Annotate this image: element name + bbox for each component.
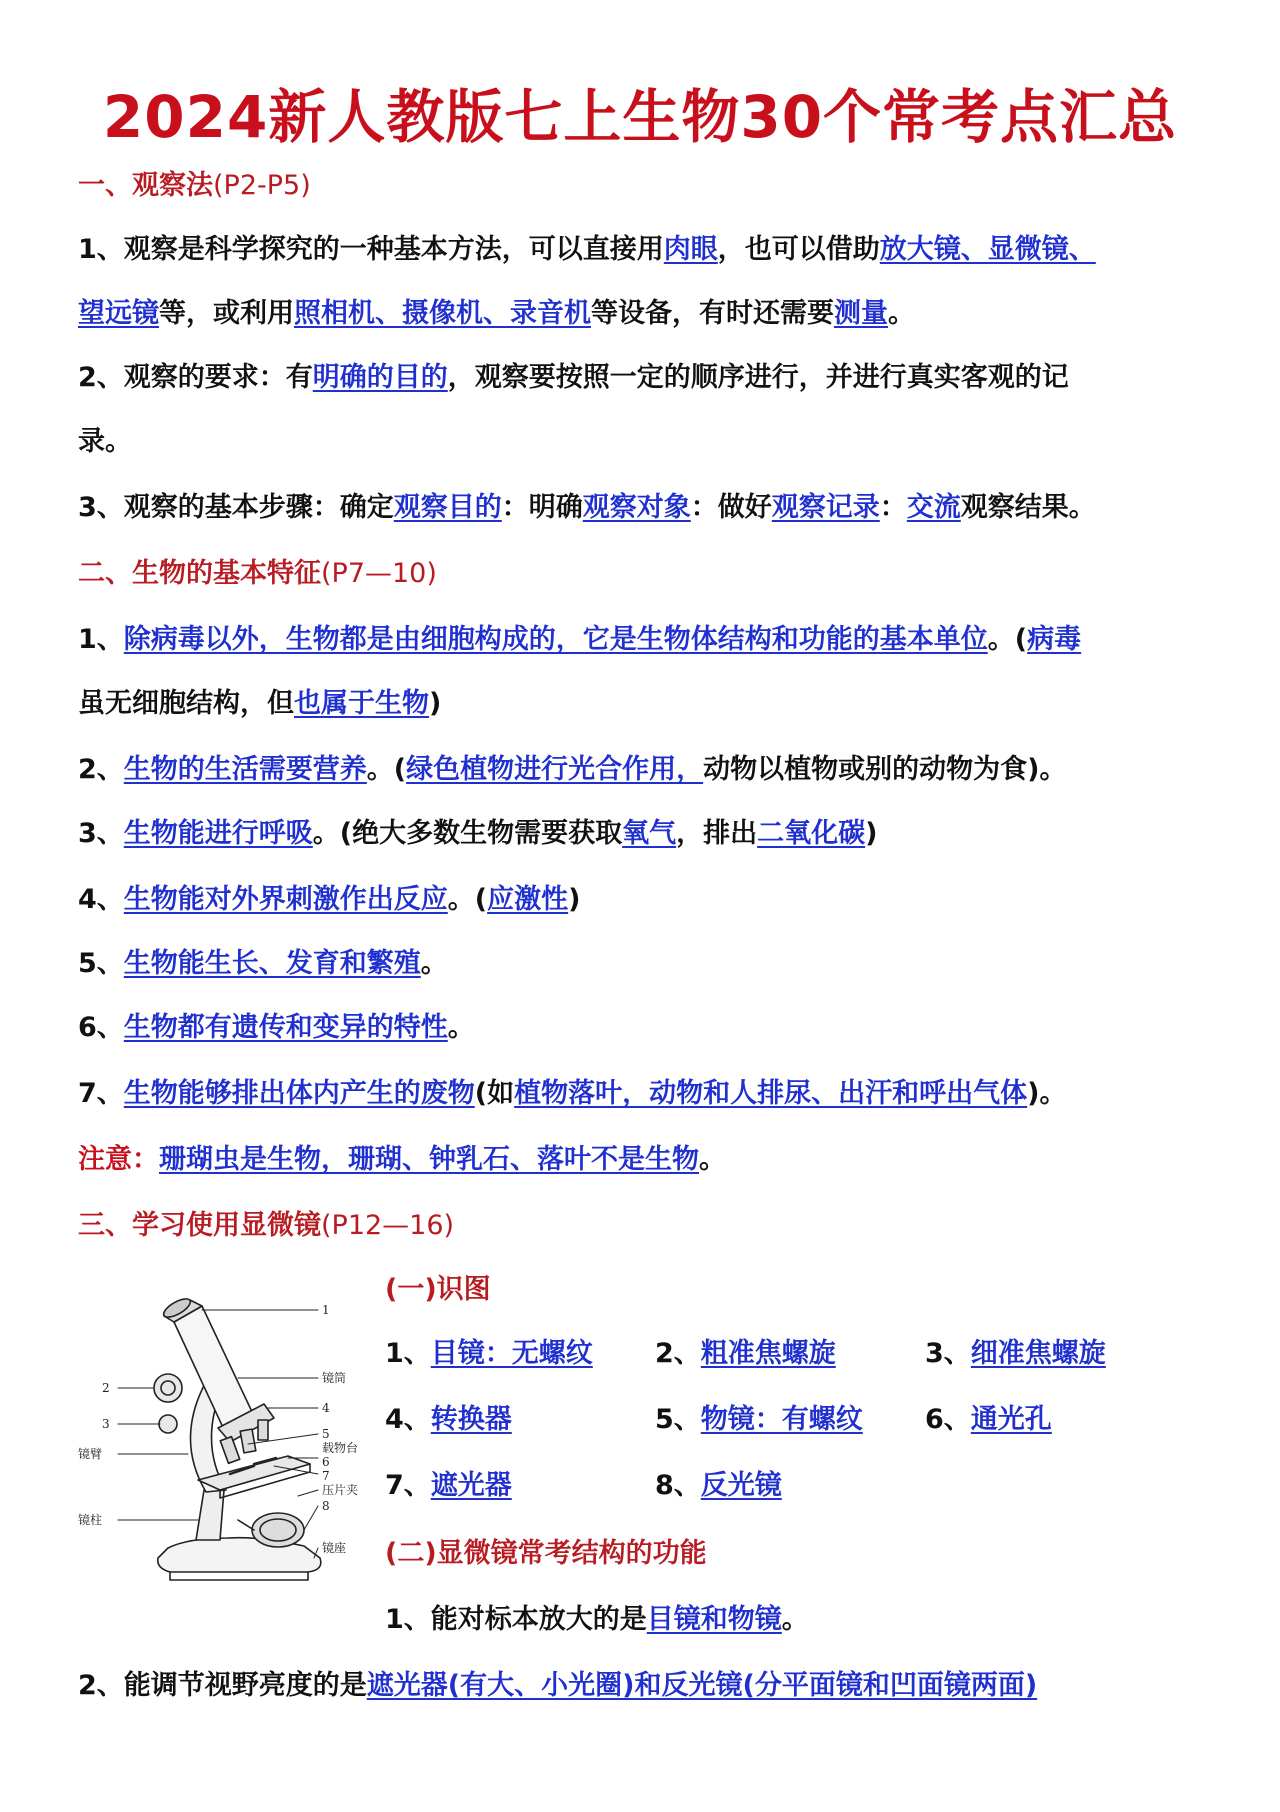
text: 2、 bbox=[78, 754, 124, 785]
text: ：做好 bbox=[690, 492, 772, 523]
part-label: 转换器 bbox=[430, 1404, 512, 1435]
keyword: 氧气 bbox=[622, 818, 677, 849]
text: 等，或利用 bbox=[159, 298, 294, 329]
s2-item7 bbox=[78, 1074, 1066, 1114]
label-6: 6 bbox=[322, 1455, 330, 1469]
part-item bbox=[385, 1334, 593, 1374]
label-base: 镜座 bbox=[322, 1541, 347, 1555]
function-2 bbox=[78, 1666, 1037, 1706]
s2-note bbox=[78, 1140, 726, 1180]
section-1-heading bbox=[78, 166, 311, 206]
keyword: 交流 bbox=[906, 492, 961, 523]
part-number: 8、 bbox=[655, 1470, 701, 1501]
keyword: 望远镜 bbox=[78, 298, 159, 329]
text: 4、 bbox=[78, 884, 124, 915]
text: 虽无细胞结构，但 bbox=[78, 688, 294, 719]
s1-p3 bbox=[78, 488, 1096, 528]
keyword: 测量 bbox=[834, 298, 888, 329]
part-number: 4、 bbox=[385, 1404, 431, 1435]
keyword: 生物都有遗传和变异的特性 bbox=[123, 1012, 448, 1043]
text: ，排出 bbox=[676, 818, 758, 849]
part-item bbox=[655, 1466, 782, 1506]
text: ) bbox=[865, 818, 878, 849]
text: 6、 bbox=[78, 1012, 124, 1043]
part-item bbox=[385, 1466, 512, 1506]
text: 。 bbox=[420, 948, 448, 979]
s2-item6 bbox=[78, 1008, 475, 1048]
keyword: 明确的目的 bbox=[312, 362, 448, 393]
part-item bbox=[655, 1334, 836, 1374]
keyword: 肉眼 bbox=[663, 234, 718, 265]
part-number: 3、 bbox=[925, 1338, 971, 1369]
s2-item2 bbox=[78, 750, 1066, 790]
label-arm: 镜臂 bbox=[78, 1447, 103, 1461]
keyword: 观察对象 bbox=[582, 492, 691, 523]
section-1-title: 一、观察法 bbox=[78, 170, 213, 201]
part-label: 目镜：无螺纹 bbox=[430, 1338, 593, 1369]
label-pillar: 镜柱 bbox=[78, 1513, 103, 1527]
keyword: 目镜和物镜 bbox=[646, 1604, 782, 1635]
part-number: 6、 bbox=[925, 1404, 971, 1435]
keyword: 生物能进行呼吸 bbox=[123, 818, 313, 849]
label-2: 2 bbox=[102, 1381, 110, 1395]
text: 1、能对标本放大的是 bbox=[385, 1604, 647, 1635]
label-stage: 载物台 bbox=[322, 1441, 359, 1455]
part-item bbox=[925, 1400, 1052, 1440]
section-2-title: 二、生物的基本特征 bbox=[78, 558, 321, 589]
part-label: 粗准焦螺旋 bbox=[700, 1338, 836, 1369]
label-1: 1 bbox=[322, 1303, 330, 1317]
keyword: 也属于生物 bbox=[294, 688, 429, 719]
note-label: 注意： bbox=[78, 1144, 159, 1175]
function-1 bbox=[385, 1600, 809, 1640]
part-number: 1、 bbox=[385, 1338, 431, 1369]
text: 3、 bbox=[78, 818, 124, 849]
s2-item1-line1 bbox=[78, 620, 1081, 660]
part-label: 物镜：有螺纹 bbox=[700, 1404, 863, 1435]
part-label: 反光镜 bbox=[700, 1470, 782, 1501]
text: (如 bbox=[474, 1078, 515, 1109]
s2-item5 bbox=[78, 944, 448, 984]
part-item bbox=[925, 1334, 1106, 1374]
page-title: 2024新人教版七上生物30个常考点汇总 bbox=[102, 83, 1178, 151]
text: 7、 bbox=[78, 1078, 124, 1109]
text: 观察结果。 bbox=[960, 492, 1096, 523]
section-2-ref: (P7—10) bbox=[321, 558, 437, 589]
part-number: 7、 bbox=[385, 1470, 431, 1501]
keyword: 放大镜、显微镜、 bbox=[879, 234, 1096, 265]
part-label: 细准焦螺旋 bbox=[970, 1338, 1106, 1369]
s1-p2-line2 bbox=[78, 422, 132, 462]
text: ，也可以借助 bbox=[717, 234, 880, 265]
keyword: 生物的生活需要营养 bbox=[123, 754, 367, 785]
part-label: 通光孔 bbox=[970, 1404, 1052, 1435]
text: ) bbox=[429, 688, 442, 719]
text: 。 bbox=[699, 1144, 726, 1175]
keyword: 绿色植物进行光合作用， bbox=[406, 754, 704, 785]
part-number: 2、 bbox=[655, 1338, 701, 1369]
label-tube: 镜筒 bbox=[322, 1371, 347, 1385]
label-4: 4 bbox=[322, 1401, 330, 1415]
s1-p1-line1 bbox=[78, 230, 1096, 270]
keyword: 病毒 bbox=[1027, 624, 1082, 655]
part-item bbox=[385, 1400, 512, 1440]
text: )。 bbox=[1027, 1078, 1067, 1109]
text: ) bbox=[568, 884, 581, 915]
keyword: 植物落叶，动物和人排尿、出汗和呼出气体 bbox=[514, 1078, 1028, 1109]
section-3-heading bbox=[78, 1206, 454, 1246]
subsection-1-title: (一)识图 bbox=[385, 1274, 491, 1305]
text: 等设备，有时还需要 bbox=[591, 298, 834, 329]
text: ： bbox=[879, 492, 907, 523]
keyword: 照相机、摄像机、录音机 bbox=[294, 298, 591, 329]
label-8: 8 bbox=[322, 1499, 330, 1513]
keyword: 生物能对外界刺激作出反应 bbox=[123, 884, 448, 915]
microscope-diagram bbox=[78, 1268, 378, 1590]
text: 。 bbox=[447, 1012, 475, 1043]
part-label: 遮光器 bbox=[430, 1470, 512, 1501]
keyword: 珊瑚虫是生物，珊瑚、钟乳石、落叶不是生物 bbox=[159, 1144, 699, 1175]
text: 。 bbox=[781, 1604, 809, 1635]
text: ，观察要按照一定的顺序进行，并进行真实客观的记 bbox=[447, 362, 1069, 393]
text: 2、观察的要求：有 bbox=[78, 362, 313, 393]
text: ：明确 bbox=[501, 492, 583, 523]
label-5: 5 bbox=[322, 1427, 330, 1441]
part-item bbox=[655, 1400, 863, 1440]
section-3-title: 三、学习使用显微镜 bbox=[78, 1210, 321, 1241]
text: 。( bbox=[987, 624, 1028, 655]
section-3-ref: (P12—16) bbox=[321, 1210, 455, 1241]
text: 3、观察的基本步骤：确定 bbox=[78, 492, 394, 523]
text: 动物以植物或别的动物为食)。 bbox=[703, 754, 1067, 785]
s2-item4 bbox=[78, 880, 580, 920]
text: 。(绝大多数生物需要获取 bbox=[312, 818, 623, 849]
keyword: 生物能生长、发育和繁殖 bbox=[123, 948, 421, 979]
keyword: 观察记录 bbox=[771, 492, 880, 523]
s2-item1-line2 bbox=[78, 684, 441, 724]
label-clip: 压片夹 bbox=[322, 1483, 359, 1497]
text: 。( bbox=[447, 884, 488, 915]
keyword: 生物能够排出体内产生的废物 bbox=[123, 1078, 475, 1109]
text: 1、 bbox=[78, 624, 124, 655]
text: 1、观察是科学探究的一种基本方法，可以直接用 bbox=[78, 234, 664, 265]
s1-p2-line1 bbox=[78, 358, 1069, 398]
text: 。 bbox=[888, 298, 915, 329]
keyword: 除病毒以外，生物都是由细胞构成的，它是生物体结构和功能的基本单位 bbox=[123, 624, 988, 655]
s1-p1-line2 bbox=[78, 294, 915, 334]
text: 录。 bbox=[78, 426, 132, 457]
keyword: 观察目的 bbox=[393, 492, 502, 523]
text: 5、 bbox=[78, 948, 124, 979]
label-7: 7 bbox=[322, 1469, 330, 1483]
section-1-ref: (P2-P5) bbox=[213, 170, 311, 201]
label-3: 3 bbox=[102, 1417, 110, 1431]
keyword: 遮光器(有大、小光圈)和反光镜(分平面镜和凹面镜两面) bbox=[366, 1670, 1038, 1701]
part-number: 5、 bbox=[655, 1404, 701, 1435]
keyword: 应激性 bbox=[487, 884, 569, 915]
section-2-heading bbox=[78, 554, 437, 594]
text: 2、能调节视野亮度的是 bbox=[78, 1670, 367, 1701]
s2-item3 bbox=[78, 814, 877, 854]
text: 。( bbox=[366, 754, 407, 785]
subsection-2-title: (二)显微镜常考结构的功能 bbox=[385, 1538, 707, 1569]
keyword: 二氧化碳 bbox=[757, 818, 866, 849]
